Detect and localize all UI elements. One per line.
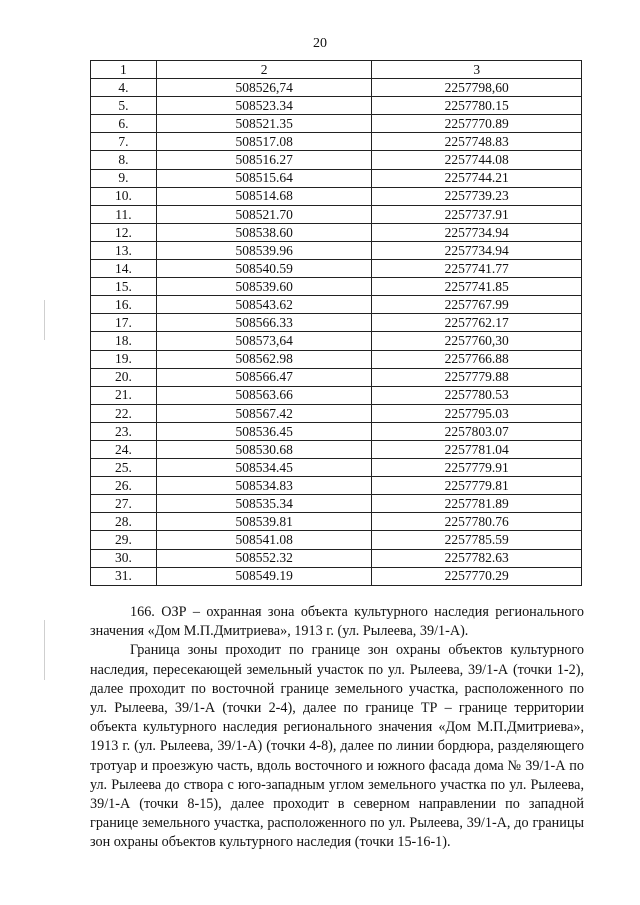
y-coordinate-cell: 2257748.83 (372, 133, 582, 151)
table-row (91, 296, 582, 314)
point-number-cell: 12. (91, 223, 157, 241)
y-coordinate-cell: 2257744.08 (372, 151, 582, 169)
table-row (91, 278, 582, 296)
x-coordinate-cell: 508521.70 (156, 205, 372, 223)
point-number-cell: 24. (91, 440, 157, 458)
x-coordinate-cell: 508523.34 (156, 97, 372, 115)
x-coordinate-cell: 508517.08 (156, 133, 372, 151)
x-coordinate-cell: 508516.27 (156, 151, 372, 169)
point-number-cell: 13. (91, 241, 157, 259)
point-number-cell: 8. (91, 151, 157, 169)
x-coordinate-cell: 508563.66 (156, 386, 372, 404)
table-row (91, 404, 582, 422)
point-number-cell: 29. (91, 531, 157, 549)
y-coordinate-cell: 2257734.94 (372, 223, 582, 241)
table-row (91, 314, 582, 332)
table-row (91, 459, 582, 477)
x-coordinate-cell: 508539.96 (156, 241, 372, 259)
x-coordinate-cell: 508535.34 (156, 495, 372, 513)
table-row (91, 187, 582, 205)
y-coordinate-cell: 2257803.07 (372, 422, 582, 440)
table-row (91, 332, 582, 350)
point-number-cell: 20. (91, 368, 157, 386)
x-coordinate-cell: 508573,64 (156, 332, 372, 350)
table-row (91, 79, 582, 97)
x-coordinate-cell: 508534.83 (156, 477, 372, 495)
y-coordinate-cell: 2257741.85 (372, 278, 582, 296)
y-coordinate-cell: 2257780.53 (372, 386, 582, 404)
point-number-cell: 6. (91, 115, 157, 133)
table-row (91, 386, 582, 404)
column-header: 1 (91, 61, 157, 79)
point-number-cell: 14. (91, 260, 157, 278)
y-coordinate-cell: 2257741.77 (372, 260, 582, 278)
y-coordinate-cell: 2257780.15 (372, 97, 582, 115)
point-number-cell: 10. (91, 187, 157, 205)
table-row (91, 477, 582, 495)
x-coordinate-cell: 508526,74 (156, 79, 372, 97)
column-header: 2 (156, 61, 372, 79)
table-header-row (91, 61, 582, 79)
point-number-cell: 19. (91, 350, 157, 368)
table-row (91, 513, 582, 531)
table-row (91, 151, 582, 169)
table-row (91, 495, 582, 513)
y-coordinate-cell: 2257766.88 (372, 350, 582, 368)
table-row (91, 223, 582, 241)
point-number-cell: 9. (91, 169, 157, 187)
page-number: 20 (313, 36, 327, 51)
y-coordinate-cell: 2257785.59 (372, 531, 582, 549)
table-row (91, 169, 582, 187)
table-row (91, 368, 582, 386)
table-row (91, 549, 582, 567)
x-coordinate-cell: 508515.64 (156, 169, 372, 187)
x-coordinate-cell: 508539.81 (156, 513, 372, 531)
scan-edge-mark (44, 300, 45, 340)
point-number-cell: 4. (91, 79, 157, 97)
paragraph-zone-boundary: Граница зоны проходит по границе зон охраны объектов культурного наследия, пересекающей земельный участок по ул. Рылеева, 39/1-А (точки 1-2), далее проходит по восточной границе земельного участка, расположенного по ул. Рылеева, 39/1-А (точки 2-4), далее по границе ТР – границе территории объекта культурного наследия регионального значения «Дом М.П.Дмитриева», 1913 г. (ул. Рылеева, 39/1-А) (точки 4-8), далее по линии бордюра, разделяющего тротуар и проезжую часть, вдоль восточного и южного фасада дома № 39/1-А по ул. Рылеева до створа с юго-западным углом земельного участка по ул. Рылеева, 39/1-А (точки 8-15), далее проходит в северном направлении по западной границе земельного участка, расположенного по ул. Рылеева, 39/1-А, до границы зон охраны объектов культурного наследия (точки 15-16-1). (90, 642, 584, 851)
table-row (91, 260, 582, 278)
y-coordinate-cell: 2257737.91 (372, 205, 582, 223)
table-row (91, 350, 582, 368)
x-coordinate-cell: 508552.32 (156, 549, 372, 567)
point-number-cell: 7. (91, 133, 157, 151)
y-coordinate-cell: 2257782.63 (372, 549, 582, 567)
table-row (91, 115, 582, 133)
y-coordinate-cell: 2257780.76 (372, 513, 582, 531)
x-coordinate-cell: 508562.98 (156, 350, 372, 368)
y-coordinate-cell: 2257779.81 (372, 477, 582, 495)
point-number-cell: 22. (91, 404, 157, 422)
column-header: 3 (372, 61, 582, 79)
x-coordinate-cell: 508549.19 (156, 567, 372, 585)
x-coordinate-cell: 508521.35 (156, 115, 372, 133)
point-number-cell: 16. (91, 296, 157, 314)
point-number-cell: 28. (91, 513, 157, 531)
scan-edge-mark (44, 620, 45, 680)
x-coordinate-cell: 508534.45 (156, 459, 372, 477)
point-number-cell: 18. (91, 332, 157, 350)
x-coordinate-cell: 508541.08 (156, 531, 372, 549)
point-number-cell: 30. (91, 549, 157, 567)
y-coordinate-cell: 2257739.23 (372, 187, 582, 205)
y-coordinate-cell: 2257760,30 (372, 332, 582, 350)
table-row (91, 205, 582, 223)
point-number-cell: 23. (91, 422, 157, 440)
paragraph-zone-title: 166. ОЗР – охранная зона объекта культурного наследия регионального значения «Дом М.П.Дмитриева», 1913 г. (ул. Рылеева, 39/1-А). (90, 604, 584, 640)
y-coordinate-cell: 2257779.91 (372, 459, 582, 477)
point-number-cell: 26. (91, 477, 157, 495)
table-row (91, 440, 582, 458)
table-row (91, 567, 582, 585)
y-coordinate-cell: 2257770.89 (372, 115, 582, 133)
x-coordinate-cell: 508566.33 (156, 314, 372, 332)
y-coordinate-cell: 2257744.21 (372, 169, 582, 187)
y-coordinate-cell: 2257798,60 (372, 79, 582, 97)
x-coordinate-cell: 508543.62 (156, 296, 372, 314)
x-coordinate-cell: 508536.45 (156, 422, 372, 440)
point-number-cell: 27. (91, 495, 157, 513)
y-coordinate-cell: 2257767.99 (372, 296, 582, 314)
point-number-cell: 25. (91, 459, 157, 477)
y-coordinate-cell: 2257781.04 (372, 440, 582, 458)
table-row (91, 422, 582, 440)
point-number-cell: 21. (91, 386, 157, 404)
point-number-cell: 15. (91, 278, 157, 296)
y-coordinate-cell: 2257770.29 (372, 567, 582, 585)
zone-description (90, 603, 584, 853)
point-number-cell: 11. (91, 205, 157, 223)
x-coordinate-cell: 508514.68 (156, 187, 372, 205)
table-row (91, 133, 582, 151)
x-coordinate-cell: 508539.60 (156, 278, 372, 296)
x-coordinate-cell: 508566.47 (156, 368, 372, 386)
y-coordinate-cell: 2257781.89 (372, 495, 582, 513)
table-row (91, 531, 582, 549)
table-row (91, 241, 582, 259)
point-number-cell: 5. (91, 97, 157, 115)
point-number-cell: 17. (91, 314, 157, 332)
point-number-cell: 31. (91, 567, 157, 585)
x-coordinate-cell: 508530.68 (156, 440, 372, 458)
x-coordinate-cell: 508567.42 (156, 404, 372, 422)
x-coordinate-cell: 508538.60 (156, 223, 372, 241)
y-coordinate-cell: 2257779.88 (372, 368, 582, 386)
table-row (91, 97, 582, 115)
y-coordinate-cell: 2257762.17 (372, 314, 582, 332)
y-coordinate-cell: 2257795.03 (372, 404, 582, 422)
x-coordinate-cell: 508540.59 (156, 260, 372, 278)
coordinates-table (90, 60, 582, 586)
y-coordinate-cell: 2257734.94 (372, 241, 582, 259)
